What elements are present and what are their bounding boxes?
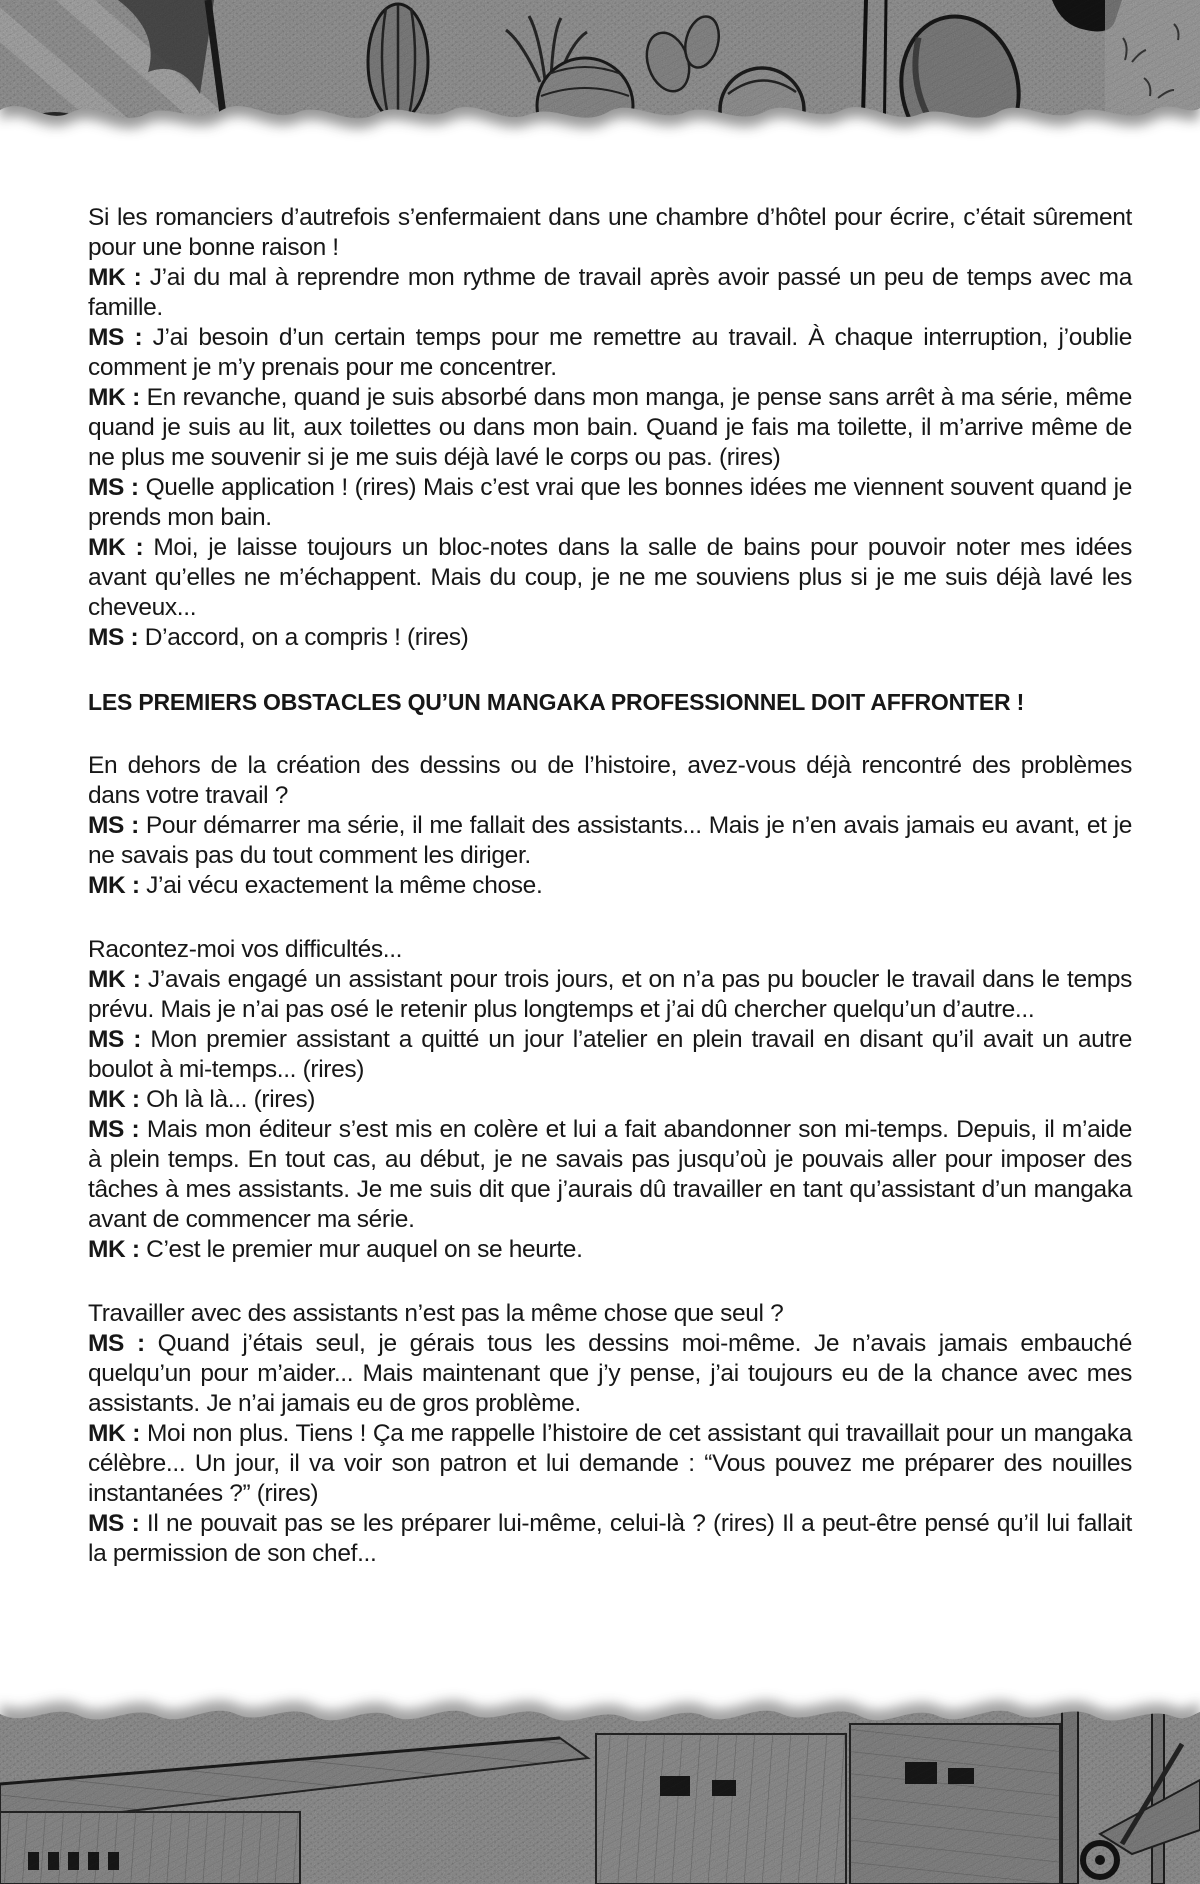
speaker-label: MS : (88, 324, 153, 351)
dialog-text: Oh là là... (rires) (146, 1086, 316, 1113)
dialog-paragraph (88, 1509, 1132, 1569)
manga-artwork-bottom (0, 1684, 1200, 1884)
speaker-label: MK : (88, 966, 148, 993)
dialog-text: Quelle application ! (rires) Mais c’est vrai que les bonnes idées me viennent souvent quand je prends mon bain. (88, 474, 1132, 531)
interviewer-question: En dehors de la création des dessins ou de l’histoire, avez-vous déjà rencontré des problèmes dans votre travail ? (88, 752, 1132, 809)
speaker-label: MS : (88, 812, 146, 839)
dialog-text: J’avais engagé un assistant pour trois jours, et on n’a pas pu boucler le travail dans le temps prévu. Mais je n’ai pas osé le retenir plus longtemps et j’ai dû chercher quelqu’un d’autre... (88, 966, 1132, 1023)
dialog-text: Pour démarrer ma série, il me fallait des assistants... Mais je n’en avais jamais eu avant, et je ne savais pas du tout comment les diriger. (88, 812, 1132, 869)
dialog-paragraph (88, 263, 1132, 323)
speaker-label: MK : (88, 384, 147, 411)
dialog-text: Mon premier assistant a quitté un jour l’atelier en plein travail en disant qu’il avait un autre boulot à mi-temps... (rires) (88, 1026, 1132, 1083)
dialog-text: Mais mon éditeur s’est mis en colère et lui a fait abandonner son mi-temps. Depuis, il m’aide à plein temps. En tout cas, au début, je ne savais pas jusqu’où je pouvais aller pour imposer des tâches à mes assistants. Je me suis dit que j’aurais dû travailler en tant qu’assistant d’un mangaka avant de commencer ma série. (88, 1116, 1132, 1233)
dialog-paragraph (88, 1115, 1132, 1235)
dialog-text: J’ai vécu exactement la même chose. (146, 872, 543, 899)
dialog-text: Il ne pouvait pas se les préparer lui-même, celui-là ? (rires) Il a peut-être pensé qu’il lui fallait la permission de son chef... (88, 1510, 1133, 1567)
dialog-paragraph (88, 1329, 1132, 1419)
dialog-paragraph (88, 871, 1132, 901)
dialog-paragraph (88, 1025, 1132, 1085)
speaker-label: MK : (88, 872, 147, 899)
speaker-label: MK : (88, 264, 150, 291)
speaker-label: MS : (88, 1026, 151, 1053)
dialog-text: Moi, je laisse toujours un bloc-notes dans la salle de bains pour pouvoir noter mes idées avant qu’elles ne m’échappent. Mais du coup, je ne me souviens plus si je me suis déjà lavé les cheveux... (88, 534, 1133, 621)
dialog-paragraph (88, 1419, 1132, 1509)
speaker-label: MS : (88, 1116, 147, 1143)
speaker-label: MS : (88, 624, 145, 651)
interview-text-block (88, 203, 1132, 1569)
dialog-paragraph (88, 811, 1132, 871)
speaker-label: MK : (88, 1236, 147, 1263)
interviewer-question: Travailler avec des assistants n’est pas la même chose que seul ? (88, 1300, 784, 1327)
garden-scene (0, 0, 1200, 155)
speaker-label: MK : (88, 534, 154, 561)
speaker-label: MK : (88, 1420, 147, 1447)
section-heading: LES PREMIERS OBSTACLES QU’UN MANGAKA PROFESSIONNEL DOIT AFFRONTER ! (88, 689, 1025, 715)
manga-artwork-top (0, 0, 1200, 155)
dialog-paragraph (88, 1085, 1132, 1115)
dialog-text: Moi non plus. Tiens ! Ça me rappelle l’histoire de cet assistant qui travaillait pour un mangaka célèbre... Un jour, il va voir son patron et lui demande : “Vous pouvez me préparer des nouilles instantanées ?” (rires) (88, 1420, 1133, 1507)
dialog-text: J’ai du mal à reprendre mon rythme de travail après avoir passé un peu de temps avec ma famille. (88, 264, 1133, 321)
speaker-label: MS : (88, 1510, 147, 1537)
interviewer-question: Racontez-moi vos difficultés... (88, 936, 403, 963)
dialog-text: C’est le premier mur auquel on se heurte. (146, 1236, 583, 1263)
speaker-label: MS : (88, 1330, 158, 1357)
dialog-paragraph (88, 473, 1132, 533)
dialog-text: D’accord, on a compris ! (rires) (144, 624, 469, 651)
dialog-text: En revanche, quand je suis absorbé dans mon manga, je pense sans arrêt à ma série, même quand je suis au lit, aux toilettes ou dans mon bain. Quand je fais ma toilette, il m’arrive même de ne plus me souvenir si je me suis déjà lavé le corps ou pas. (rires) (88, 384, 1133, 471)
dialog-paragraph (88, 383, 1132, 473)
dialog-paragraph (88, 1235, 1132, 1265)
speaker-label: MK : (88, 1086, 147, 1113)
dialog-text: Quand j’étais seul, je gérais tous les dessins moi-même. Je n’avais jamais embauché quelqu’un pour m’aider... Mais maintenant que j’y pense, j’ai toujours eu de la chance avec mes assistants. Je n’ai jamais eu de gros problème. (88, 1330, 1132, 1417)
dialog-text: J’ai besoin d’un certain temps pour me remettre au travail. À chaque interruption, j’oublie comment je m’y prenais pour me concentrer. (88, 324, 1132, 381)
speaker-label: MS : (88, 474, 146, 501)
dialog-paragraph (88, 533, 1132, 623)
dialog-paragraph (88, 623, 1132, 653)
dialog-paragraph (88, 323, 1132, 383)
interviewer-question: Si les romanciers d’autrefois s’enfermaient dans une chambre d’hôtel pour écrire, c’était sûrement pour une bonne raison ! (88, 204, 1132, 261)
dialog-paragraph (88, 965, 1132, 1025)
